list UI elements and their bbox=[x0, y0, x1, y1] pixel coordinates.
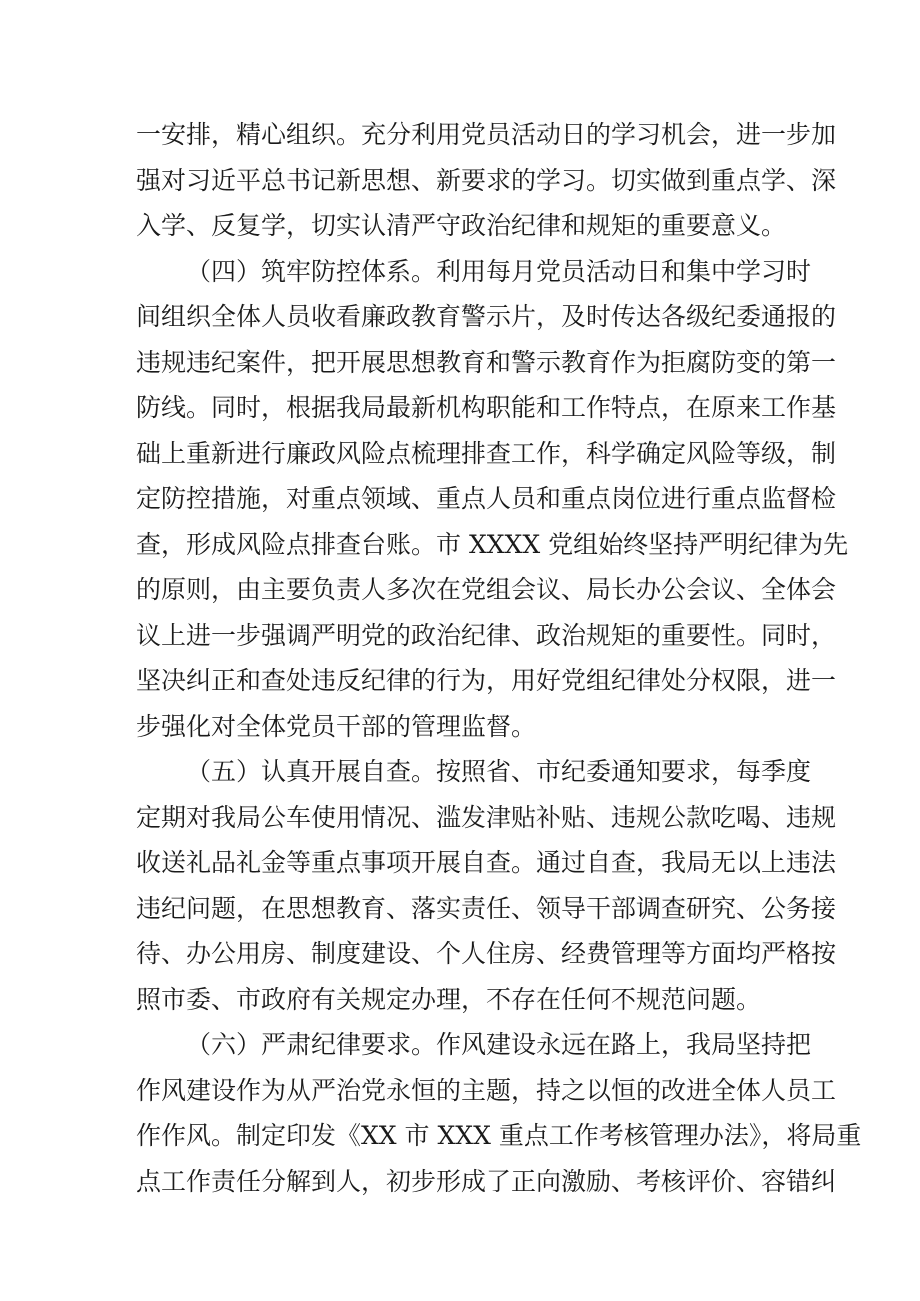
text-line: 违规违纪案件，把开展思想教育和警示教育作为拒腐防变的第一 bbox=[136, 347, 837, 377]
text-line: 的原则，由主要负责人多次在党组会议、局长办公会议、全体会 bbox=[136, 575, 837, 604]
text-line: 强对习近平总书记新思想、新要求的学习。切实做到重点学、深 bbox=[136, 165, 837, 195]
text-line: 作风建设作为从严治党永恒的主题，持之以恒的改进全体人员工 bbox=[136, 1075, 837, 1105]
text-line: 步强化对全体党员干部的管理监督。 bbox=[136, 711, 537, 741]
section-heading-line: （四）筑牢防控体系。利用每月党员活动日和集中学习时 bbox=[186, 256, 812, 286]
text-line: 定防控措施，对重点领域、重点人员和重点岗位进行重点监督检 bbox=[136, 484, 837, 513]
text-line: 照市委、市政府有关规定办理，不存在任何不规范问题。 bbox=[136, 984, 762, 1014]
text-line: 入学、反复学，切实认清严守政治纪律和规矩的重要意义。 bbox=[136, 211, 787, 240]
text-line: 一安排，精心组织。充分利用党员活动日的学习机会，进一步加 bbox=[136, 120, 837, 149]
body-text bbox=[136, 112, 862, 1204]
section-heading-line: （六）严肃纪律要求。作风建设永远在路上，我局坚持把 bbox=[186, 1030, 812, 1059]
text-line: 间组织全体人员收看廉政教育警示片，及时传达各级纪委通报的 bbox=[136, 302, 837, 331]
text-line: 违纪问题，在思想教育、落实责任、领导干部调查研究、公务接 bbox=[136, 893, 837, 923]
text-line: 坚决纠正和查处违反纪律的行为，用好党组纪律处分权限，进一 bbox=[136, 666, 837, 695]
text-line: 查，形成风险点排查台账。市 XXXX 党组始终坚持严明纪律为先 bbox=[136, 529, 849, 559]
text-line: 础上重新进行廉政风险点梳理排查工作，科学确定风险等级，制 bbox=[136, 438, 837, 468]
text-line: 点工作责任分解到人，初步形成了正向激励、考核评价、容错纠 bbox=[136, 1166, 837, 1196]
text-line: 收送礼品礼金等重点事项开展自查。通过自查，我局无以上违法 bbox=[136, 848, 837, 877]
text-line: 作作风。制定印发《XX 市 XXX 重点工作考核管理办法》，将局重 bbox=[136, 1121, 862, 1150]
text-line: 防线。同时，根据我局最新机构职能和工作特点，在原来工作基 bbox=[136, 393, 837, 422]
text-line: 定期对我局公车使用情况、滥发津贴补贴、违规公款吃喝、违规 bbox=[136, 802, 837, 832]
text-line: 待、办公用房、制度建设、个人住房、经费管理等方面均严格按 bbox=[136, 939, 837, 968]
section-heading-line: （五）认真开展自查。按照省、市纪委通知要求，每季度 bbox=[186, 757, 812, 786]
text-line: 议上进一步强调严明党的政治纪律、政治规矩的重要性。同时， bbox=[136, 620, 837, 650]
